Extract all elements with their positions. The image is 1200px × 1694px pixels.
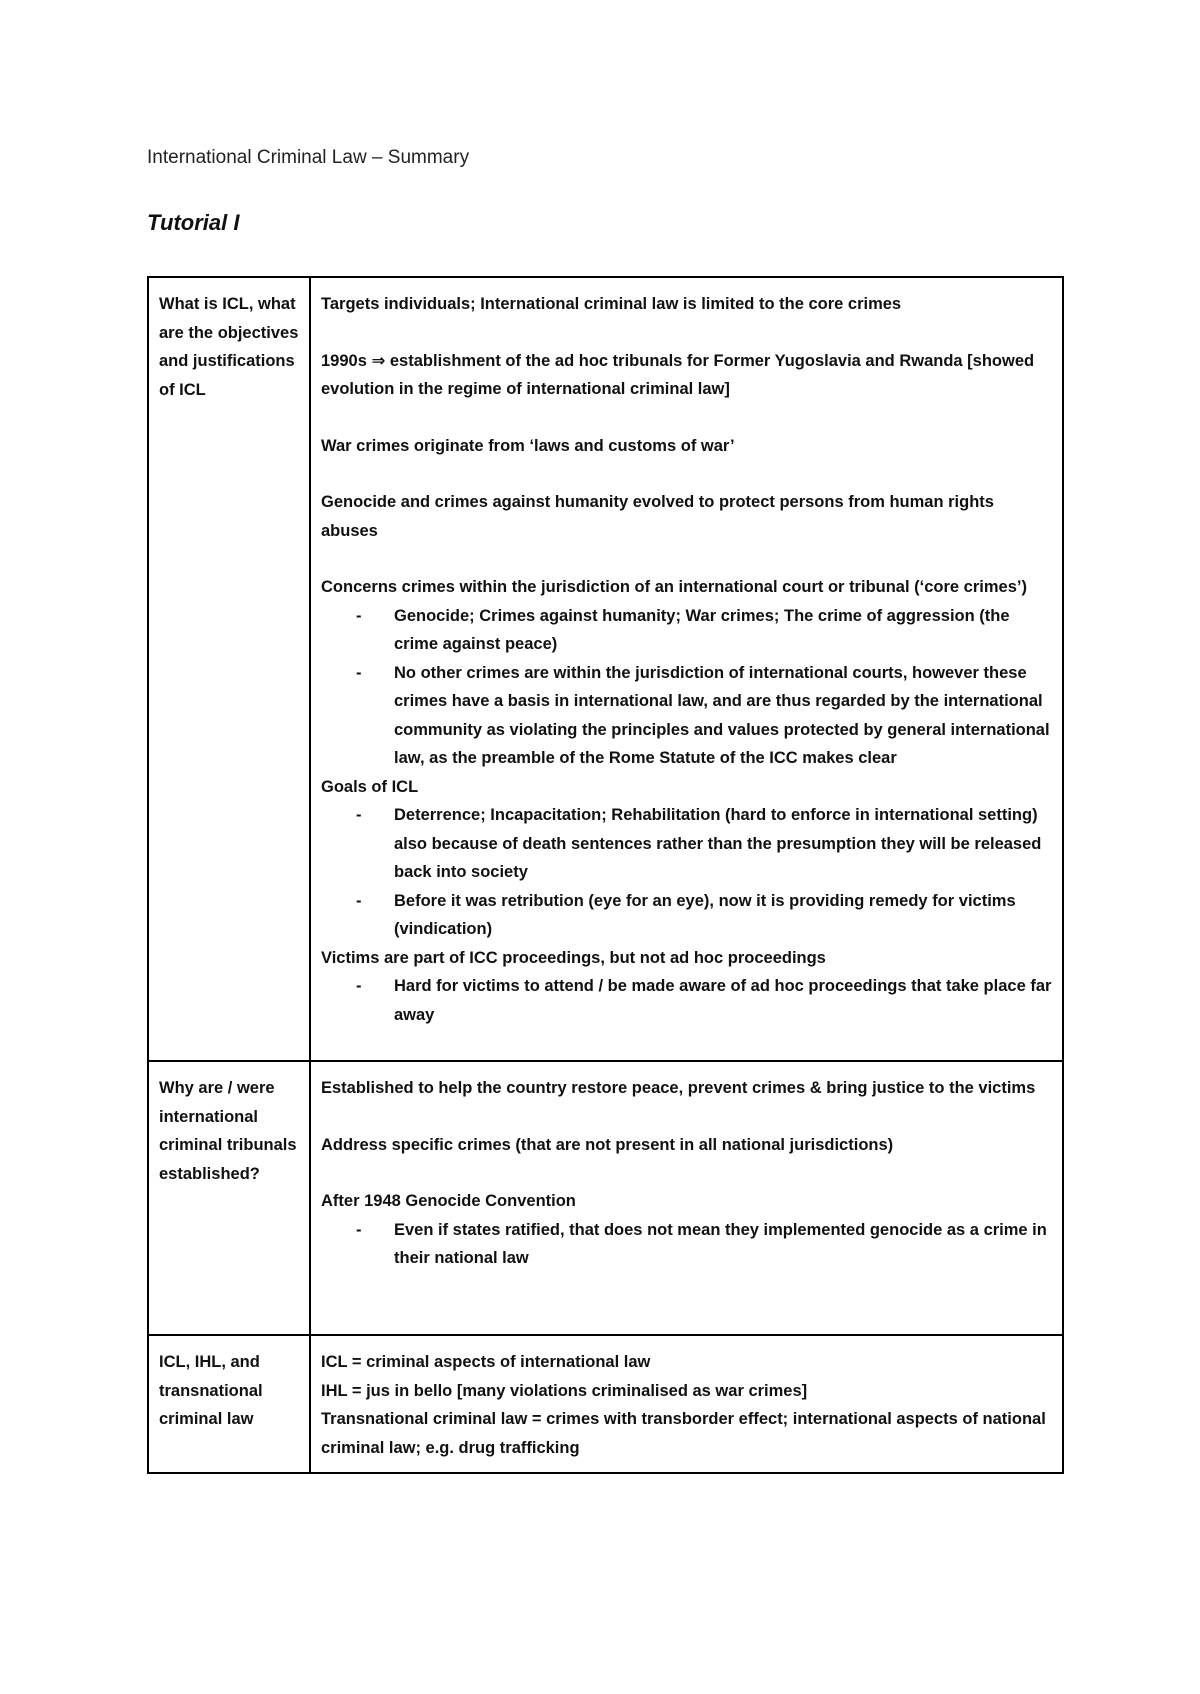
answer-cell: [310, 1335, 1063, 1473]
paragraph: Genocide and crimes against humanity evolved to protect persons from human rights abuses: [321, 493, 994, 540]
question-cell: Why are / were international criminal tribunals established?: [148, 1061, 310, 1335]
bullet-list: [321, 602, 1052, 773]
table-row: [148, 277, 1063, 1061]
paragraph: War crimes originate from ‘laws and customs of war’: [321, 436, 735, 455]
paragraph: Transnational criminal law = crimes with transborder effect; international aspects of national criminal law; e.g. drug trafficking: [321, 1410, 1046, 1457]
paragraph: Victims are part of ICC proceedings, but not ad hoc proceedings: [321, 948, 826, 967]
paragraph: Targets individuals; International criminal law is limited to the core crimes: [321, 295, 902, 313]
list-item: - Genocide; Crimes against humanity; War crimes; The crime of aggression (the crime against peace): [321, 602, 1052, 659]
answer-cell: [310, 277, 1063, 1061]
question-cell: What is ICL, what are the objectives and justifications of ICL: [148, 277, 310, 1061]
bullet-list: [321, 972, 1052, 1029]
list-item: - Before it was retribution (eye for an eye), now it is providing remedy for victims (vindication): [321, 887, 1052, 944]
table-row: [148, 1335, 1063, 1473]
paragraph: Concerns crimes within the jurisdiction of an international court or tribunal (‘core crimes’): [321, 578, 1027, 596]
paragraph: After 1948 Genocide Convention: [321, 1192, 576, 1210]
document-subtitle: Tutorial I: [147, 210, 240, 235]
paragraph: Goals of ICL: [321, 777, 419, 796]
paragraph: Established to help the country restore peace, prevent crimes & bring justice to the victims: [321, 1079, 1036, 1097]
paragraph: ICL = criminal aspects of international law: [321, 1353, 651, 1371]
table-row: [148, 1061, 1063, 1335]
answer-cell: [310, 1061, 1063, 1335]
list-item: - Deterrence; Incapacitation; Rehabilitation (hard to enforce in international setting) also because of death sentences rather than the presumption they will be released back into society: [321, 801, 1052, 887]
summary-table: [147, 276, 1064, 1474]
list-item: - No other crimes are within the jurisdiction of international courts, however these crimes have a basis in international law, and are thus regarded by the international community as violating the principles and values protected by general international law, as the preamble of the Rome Statute of the ICC makes clear: [321, 659, 1052, 773]
paragraph: IHL = jus in bello [many violations criminalised as war crimes]: [321, 1381, 808, 1400]
paragraph: Address specific crimes (that are not present in all national jurisdictions): [321, 1135, 894, 1154]
list-item: - Hard for victims to attend / be made aware of ad hoc proceedings that take place far away: [321, 972, 1052, 1029]
paragraph: 1990s ⇒ establishment of the ad hoc tribunals for Former Yugoslavia and Rwanda [showed evolution in the regime of international criminal law]: [321, 351, 1035, 398]
bullet-list: [321, 801, 1052, 944]
question-cell: ICL, IHL, and transnational criminal law: [148, 1335, 310, 1473]
document-title: International Criminal Law – Summary: [147, 147, 470, 168]
bullet-list: [321, 1216, 1052, 1273]
list-item: - Even if states ratified, that does not mean they implemented genocide as a crime in their national law: [321, 1216, 1052, 1273]
